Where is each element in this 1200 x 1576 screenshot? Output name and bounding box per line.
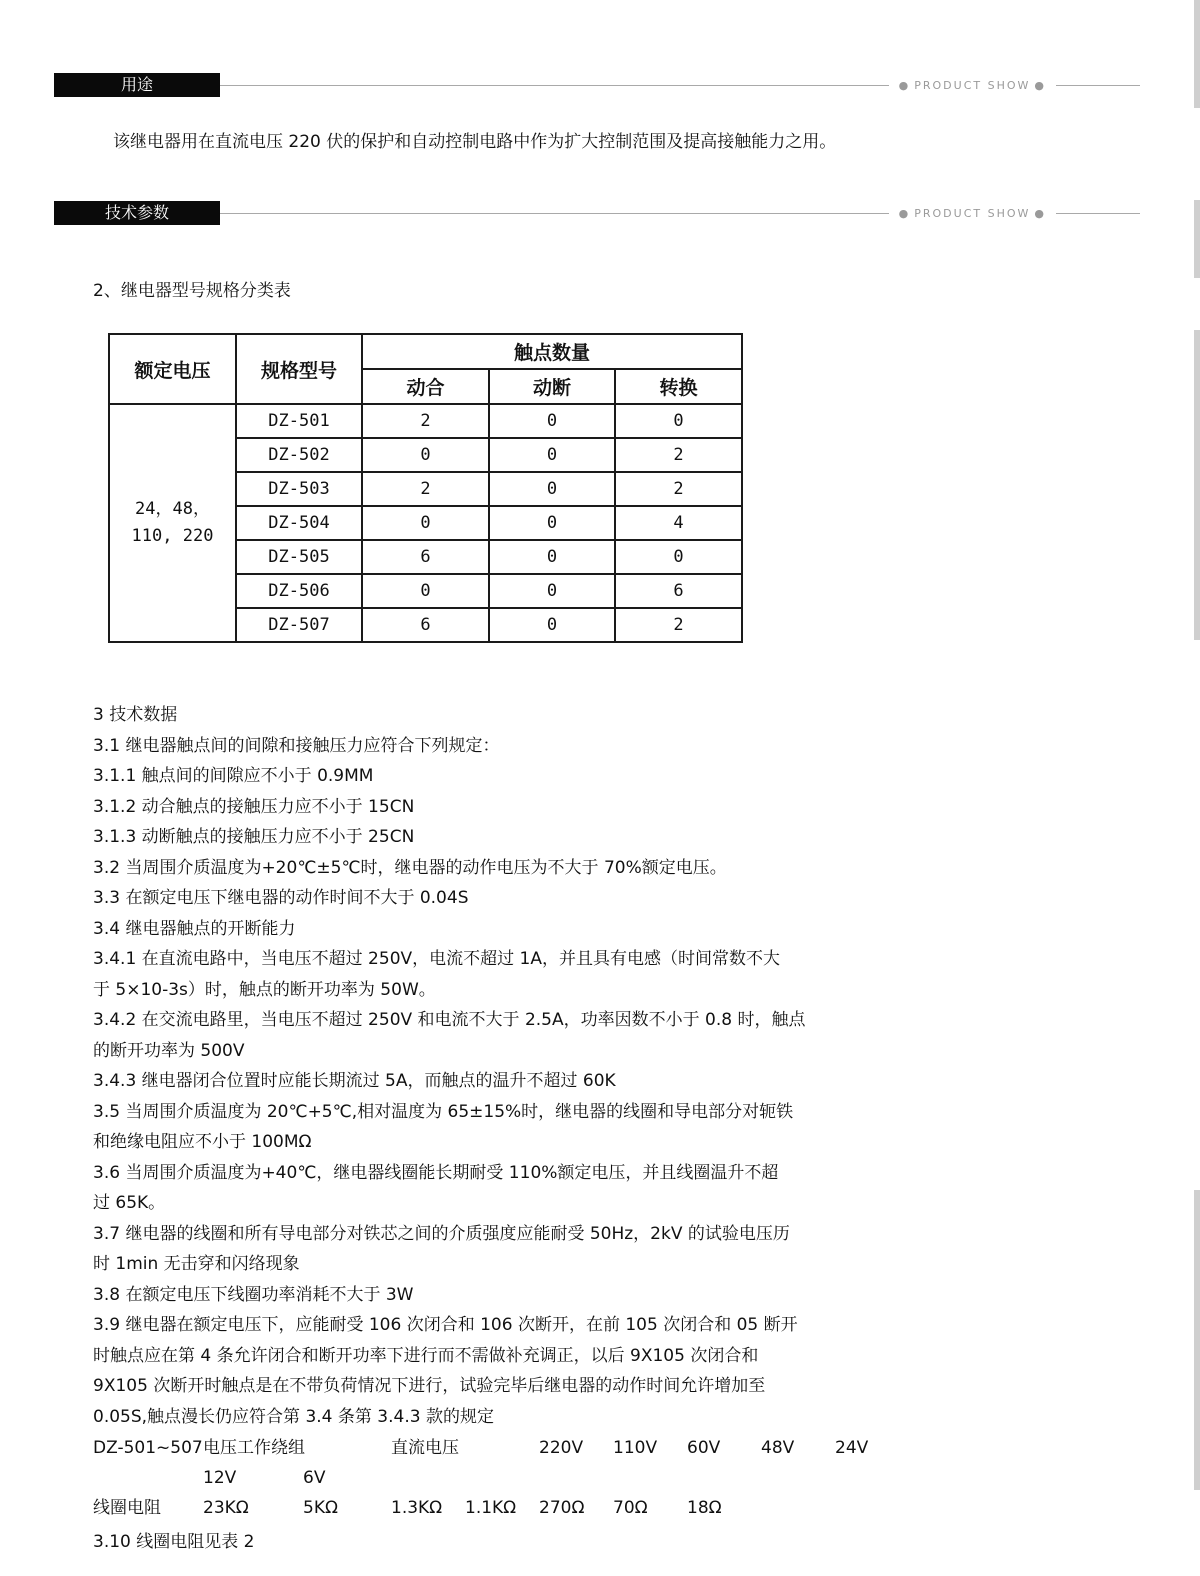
changeover-cell: 4 — [615, 506, 742, 540]
text-line: 3.1 继电器触点间的间隙和接触压力应符合下列规定： — [93, 735, 500, 756]
make-cell: 2 — [362, 404, 489, 438]
text-line: 时触点应在第 4 条允许闭合和断开功率下进行而不需做补充调正，以后 9X105 次闭合和 — [93, 1345, 759, 1366]
coil-winding-label: 电压工作绕组 — [203, 1438, 305, 1458]
coil-voltage-value: 24V — [835, 1438, 869, 1458]
break-cell: 0 — [489, 574, 615, 608]
model-cell: DZ-504 — [236, 506, 362, 540]
edge-mark — [1194, 200, 1200, 278]
header-break: 动断 — [489, 369, 615, 404]
header-rated-voltage: 额定电压 — [109, 334, 236, 404]
coil-voltage-value: 12V — [203, 1468, 237, 1488]
text-line: 3.4.2 在交流电路里，当电压不超过 250V 和电流不大于 2.5A，功率因数不小于 0.8 时，触点 — [93, 1010, 806, 1030]
edge-mark — [1194, 330, 1200, 640]
coil-voltage-value: 220V — [539, 1438, 584, 1458]
usage-text: 该继电器用在直流电压 220 伏的保护和自动控制电路中作为扩大控制范围及提高接触能力之用。 — [113, 132, 837, 152]
changeover-cell: 2 — [615, 472, 742, 506]
model-cell: DZ-503 — [236, 472, 362, 506]
section-header-usage — [54, 73, 1140, 99]
coil-model-range: DZ-501~507 — [93, 1438, 203, 1458]
text-line: 3.2 当周围介质温度为+20℃±5℃时，继电器的动作电压为不大于 70%额定电压。 — [93, 857, 727, 878]
model-cell: DZ-502 — [236, 438, 362, 472]
text-line: 3 技术数据 — [93, 705, 178, 725]
coil-resistance-label: 线圈电阻 — [93, 1498, 161, 1518]
text-line: 3.4 继电器触点的开断能力 — [93, 918, 296, 939]
model-cell: DZ-506 — [236, 574, 362, 608]
break-cell: 0 — [489, 438, 615, 472]
coil-resistance-value: 5KΩ — [303, 1498, 338, 1518]
text-line: 过 65K。 — [93, 1193, 166, 1213]
coil-voltage-row — [93, 1433, 993, 1463]
break-cell: 0 — [489, 540, 615, 574]
edge-mark — [1194, 1190, 1200, 1490]
text-line: 3.8 在额定电压下线圈功率消耗不大于 3W — [93, 1284, 414, 1305]
text-line: 3.3 在额定电压下继电器的动作时间不大于 0.04S — [93, 888, 469, 908]
changeover-cell: 0 — [615, 540, 742, 574]
section-tag-text: PRODUCT SHOW — [914, 79, 1031, 92]
make-cell: 2 — [362, 472, 489, 506]
coil-voltage-row-continued — [93, 1463, 993, 1493]
header-model: 规格型号 — [236, 334, 362, 404]
changeover-cell: 0 — [615, 404, 742, 438]
changeover-cell: 2 — [615, 608, 742, 642]
text-line: 3.1.1 触点间的间隙应不小于 0.9MM — [93, 766, 374, 786]
break-cell: 0 — [489, 404, 615, 438]
coil-voltage-value: 60V — [687, 1438, 721, 1458]
text-line: 的断开功率为 500V — [93, 1040, 245, 1061]
text-line: 3.4.3 继电器闭合位置时应能长期流过 5A，而触点的温升不超过 60K — [93, 1071, 616, 1091]
changeover-cell: 6 — [615, 574, 742, 608]
coil-resistance-value: 1.3KΩ — [391, 1498, 443, 1518]
coil-resistance-value: 23KΩ — [203, 1498, 249, 1518]
coil-resistance-value: 1.1KΩ — [465, 1498, 517, 1518]
coil-resistance-row — [93, 1493, 993, 1523]
model-spec-table — [108, 333, 743, 643]
coil-resistance-value: 18Ω — [687, 1498, 722, 1518]
text-line: 3.5 当周围介质温度为 20℃+5℃,相对温度为 65±15%时，继电器的线圈和导电部分对轭铁 — [93, 1101, 794, 1122]
break-cell: 0 — [489, 506, 615, 540]
make-cell: 0 — [362, 506, 489, 540]
rated-voltage-cell — [109, 404, 236, 642]
text-line: 3.1.3 动断触点的接触压力应不小于 25CN — [93, 827, 415, 847]
coil-voltage-value: 48V — [761, 1438, 795, 1458]
text-line: 3.4.1 在直流电路中，当电压不超过 250V，电流不超过 1A，并且具有电感（时间常数不大 — [93, 949, 780, 969]
text-line: 9X105 次断开时触点是在不带负荷情况下进行，试验完毕后继电器的动作时间允许增加至 — [93, 1376, 766, 1396]
header-contact-count: 触点数量 — [362, 334, 742, 369]
make-cell: 0 — [362, 574, 489, 608]
coil-dc-voltage-label: 直流电压 — [391, 1438, 459, 1458]
model-cell: DZ-505 — [236, 540, 362, 574]
model-cell: DZ-507 — [236, 608, 362, 642]
section-label: 技术参数 — [54, 201, 220, 225]
changeover-cell: 2 — [615, 438, 742, 472]
model-cell: DZ-501 — [236, 404, 362, 438]
text-line: 3.1.2 动合触点的接触压力应不小于 15CN — [93, 796, 415, 817]
make-cell: 6 — [362, 540, 489, 574]
text-line: 于 5×10-3s）时，触点的断开功率为 50W。 — [93, 979, 436, 1000]
break-cell: 0 — [489, 608, 615, 642]
header-make: 动合 — [362, 369, 489, 404]
tech-data-text — [93, 700, 923, 1432]
text-line: 3.7 继电器的线圈和所有导电部分对铁芯之间的介质强度应能耐受 50Hz，2kV 的试验电压历 — [93, 1223, 790, 1244]
section-tag: ● PRODUCT SHOW ● — [889, 206, 1056, 222]
text-line: 3.9 继电器在额定电压下，应能耐受 106 次闭合和 106 次断开，在前 105 次闭合和 05 断开 — [93, 1315, 798, 1335]
coil-resistance-value: 70Ω — [613, 1498, 648, 1518]
rated-voltage-line: 110, 220 — [131, 526, 214, 546]
text-line: 0.05S,触点漫长仍应符合第 3.4 条第 3.4.3 款的规定 — [93, 1406, 494, 1427]
table-row — [109, 404, 742, 438]
section-header-tech-params — [54, 201, 1140, 227]
text-line: 和绝缘电阻应不小于 100MΩ — [93, 1132, 312, 1152]
table-caption: 2、继电器型号规格分类表 — [93, 281, 291, 301]
coil-voltage-value: 110V — [613, 1438, 658, 1458]
last-line: 3.10 线圈电阻见表 2 — [93, 1532, 255, 1552]
make-cell: 6 — [362, 608, 489, 642]
header-changeover: 转换 — [615, 369, 742, 404]
section-label: 用途 — [54, 73, 220, 97]
text-line: 3.6 当周围介质温度为+40℃，继电器线圈能长期耐受 110%额定电压，并且线圈温升不超 — [93, 1162, 779, 1183]
coil-resistance-value: 270Ω — [539, 1498, 585, 1518]
edge-mark — [1194, 0, 1200, 108]
rated-voltage-line: 24，48， — [135, 499, 210, 519]
coil-voltage-value: 6V — [303, 1468, 326, 1488]
section-tag: ● PRODUCT SHOW ● — [889, 78, 1056, 94]
make-cell: 0 — [362, 438, 489, 472]
text-line: 时 1min 无击穿和闪络现象 — [93, 1254, 300, 1274]
break-cell: 0 — [489, 472, 615, 506]
section-tag-text: PRODUCT SHOW — [914, 207, 1031, 220]
